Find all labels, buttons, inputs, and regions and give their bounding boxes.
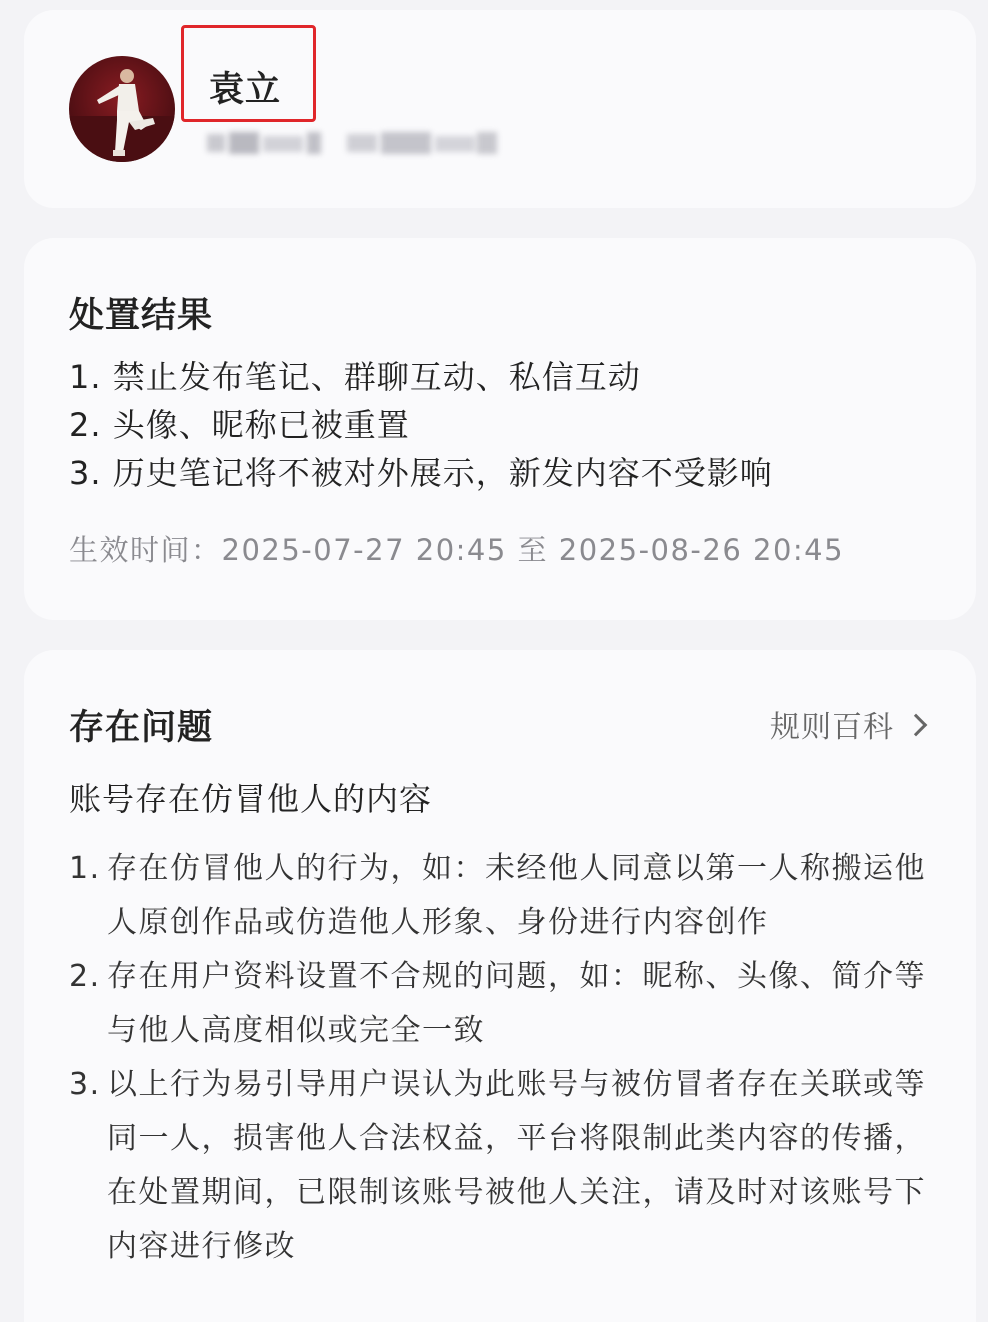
issue-item [69,1058,929,1274]
issue-card [24,650,976,1322]
effective-time: 生效时间：2025-07-27 20:45 至 2025-08-26 20:45 [69,533,845,567]
rule-link-label: 规则百科 [770,710,894,745]
issue-item [69,842,929,950]
issue-item-number: 3. [69,1067,101,1102]
result-item: 1. 禁止发布笔记、群聊互动、私信互动 [69,358,641,396]
result-item: 3. 历史笔记将不被对外展示，新发内容不受影响 [69,454,773,492]
issue-item-text: 存在用户资料设置不合规的问题，如：昵称、头像、简介等与他人高度相似或完全一致 [107,959,926,1048]
profile-card [24,10,976,208]
issue-list [69,842,929,1274]
rule-encyclopedia-link[interactable] [770,702,924,746]
nickname: 袁立 [209,70,282,110]
issue-item-text: 存在仿冒他人的行为，如：未经他人同意以第一人称搬运他人原创作品或仿造他人形象、身份进行内容创作 [107,851,926,940]
disposal-result-card [24,238,976,620]
result-title: 处置结果 [69,296,214,336]
result-list [69,353,773,497]
avatar-image [69,56,175,162]
issue-title: 存在问题 [69,708,214,748]
issue-item [69,950,929,1058]
chevron-right-icon [905,714,928,737]
issue-item-text: 以上行为易引导用户误认为此账号与被仿冒者存在关联或等同一人，损害他人合法权益，平台将限制此类内容的传播，在处置期间，已限制该账号被他人关注，请及时对该账号下内容进行修改 [107,1067,926,1264]
result-item: 2. 头像、昵称已被重置 [69,406,410,444]
masked-user-id [207,128,499,158]
issue-subtitle: 账号存在仿冒他人的内容 [69,780,433,818]
issue-item-number: 2. [69,959,101,994]
issue-item-number: 1. [69,851,101,886]
avatar[interactable] [69,56,175,162]
